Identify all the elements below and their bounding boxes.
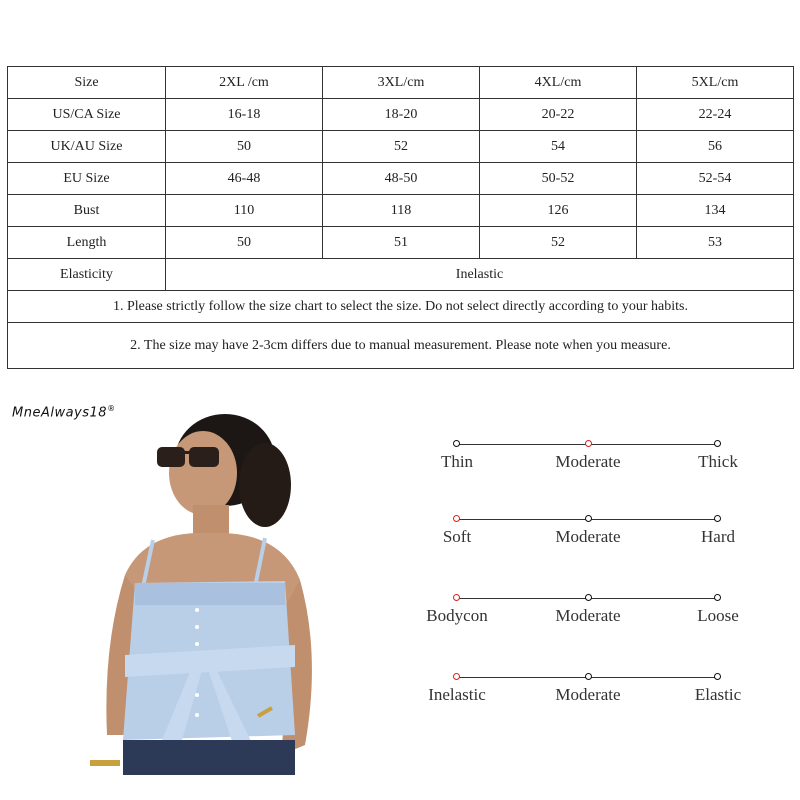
scale-label: Thin — [440, 452, 474, 471]
scale-dot — [714, 594, 721, 601]
size-note-1: 1. Please strictly follow the size chart to select the size. Do not select directly according to your habits. — [8, 291, 794, 323]
table-row — [8, 195, 794, 227]
scale-dot — [453, 440, 460, 447]
table-cell: 16-18 — [166, 99, 323, 131]
table-cell: 20-22 — [480, 99, 637, 131]
scale-label: Thick — [698, 452, 738, 471]
scale-dot — [714, 515, 721, 522]
header-cell: 5XL/cm — [637, 67, 794, 99]
softness-scale — [415, 515, 755, 555]
table-cell: 134 — [637, 195, 794, 227]
table-cell: 118 — [323, 195, 480, 227]
table-cell: 54 — [480, 131, 637, 163]
scale-label: Elastic — [694, 685, 742, 704]
note-row — [8, 323, 794, 369]
header-cell: 3XL/cm — [323, 67, 480, 99]
header-cell: Size — [8, 67, 166, 99]
thickness-scale — [415, 440, 755, 480]
scale-label: Loose — [697, 606, 739, 625]
scale-label: Moderate — [555, 527, 621, 546]
scale-dot — [714, 673, 721, 680]
fit-scale — [415, 594, 755, 634]
elasticity-row — [8, 259, 794, 291]
row-label: Bust — [8, 195, 166, 227]
table-cell: 22-24 — [637, 99, 794, 131]
scale-label: Moderate — [555, 606, 621, 625]
table-row — [8, 163, 794, 195]
row-label: UK/AU Size — [8, 131, 166, 163]
table-row — [8, 131, 794, 163]
scale-dot-selected — [453, 515, 460, 522]
registered-mark: ® — [107, 404, 116, 413]
table-row — [8, 99, 794, 131]
table-cell: 52 — [323, 131, 480, 163]
table-cell: 110 — [166, 195, 323, 227]
table-cell: 56 — [637, 131, 794, 163]
scale-dot-selected — [453, 673, 460, 680]
note-row — [8, 291, 794, 323]
table-cell: 46-48 — [166, 163, 323, 195]
table-cell: 18-20 — [323, 99, 480, 131]
scale-dot — [585, 594, 592, 601]
scale-dot-selected — [453, 594, 460, 601]
scale-dot — [585, 673, 592, 680]
table-cell: 52-54 — [637, 163, 794, 195]
model-photo — [85, 405, 325, 775]
elasticity-scale — [415, 673, 755, 713]
scale-label: Inelastic — [428, 685, 486, 704]
header-cell: 2XL /cm — [166, 67, 323, 99]
table-header-row — [8, 67, 794, 99]
table-cell: 51 — [323, 227, 480, 259]
row-label: US/CA Size — [8, 99, 166, 131]
table-cell: 52 — [480, 227, 637, 259]
table-row — [8, 227, 794, 259]
table-cell: 50-52 — [480, 163, 637, 195]
row-label: Elasticity — [8, 259, 166, 291]
table-cell: 50 — [166, 227, 323, 259]
table-cell: 126 — [480, 195, 637, 227]
size-chart-table — [7, 66, 794, 369]
scale-label: Soft — [442, 527, 472, 546]
scale-label: Hard — [701, 527, 735, 546]
row-label: EU Size — [8, 163, 166, 195]
table-cell: 53 — [637, 227, 794, 259]
scale-dot — [714, 440, 721, 447]
table-cell: 50 — [166, 131, 323, 163]
scale-label: Moderate — [555, 452, 621, 471]
scale-label: Moderate — [555, 685, 621, 704]
row-label: Length — [8, 227, 166, 259]
scale-label: Bodycon — [426, 606, 488, 625]
size-note-2: 2. The size may have 2-3cm differs due to manual measurement. Please note when you measure. — [8, 323, 794, 369]
table-cell: 48-50 — [323, 163, 480, 195]
brand-name: MneAlways18 — [12, 405, 108, 421]
header-cell: 4XL/cm — [480, 67, 637, 99]
scale-dot-selected — [585, 440, 592, 447]
scale-dot — [585, 515, 592, 522]
elasticity-value: Inelastic — [166, 259, 794, 291]
